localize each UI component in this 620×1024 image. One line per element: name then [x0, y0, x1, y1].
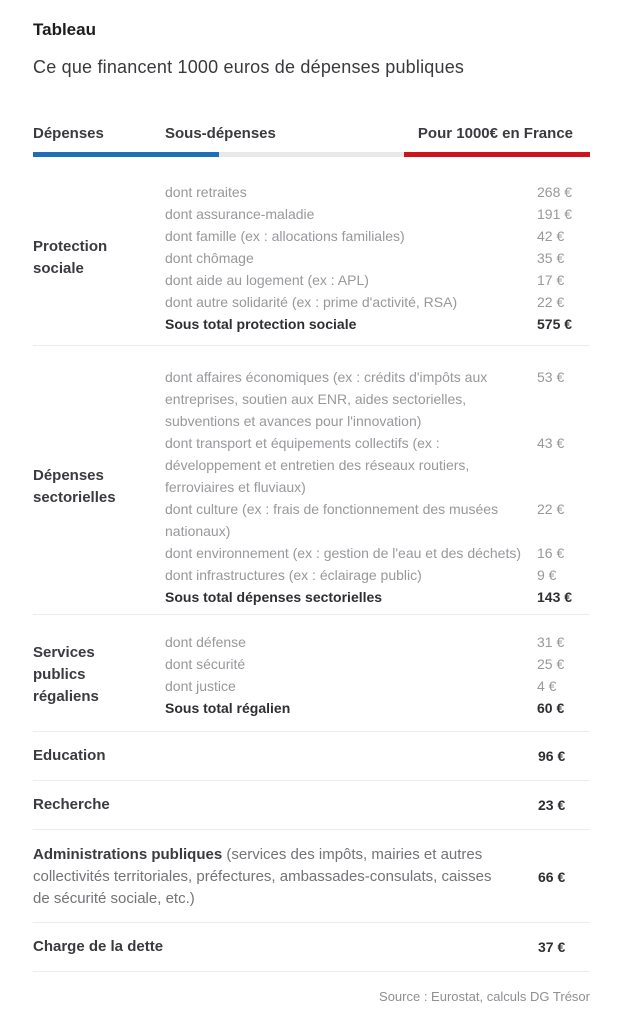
table-row [165, 366, 590, 432]
section-charge-de-la-dette [33, 923, 590, 972]
row-label: dont aide au logement (ex : APL) [165, 272, 369, 288]
row-value: 43 € [537, 435, 565, 451]
subtotal-label: Sous total dépenses sectorielles [165, 589, 383, 605]
table-row [165, 181, 590, 203]
row-value: 42 € [537, 228, 565, 244]
row-label: dont autre solidarité (ex : prime d'activité, RSA) [165, 294, 458, 310]
subtotal-value: 60 € [537, 700, 565, 716]
section-protection-sociale [33, 157, 590, 346]
subtotal-label: Sous total protection sociale [165, 316, 357, 332]
section-administrations-publiques [33, 830, 590, 923]
table-row [165, 291, 590, 313]
row-label: dont assurance-maladie [165, 206, 315, 222]
table-row [165, 675, 590, 697]
category-label: Charge de la dette [33, 938, 164, 955]
row-label: dont chômage [165, 250, 254, 266]
row-value: 23 € [538, 797, 566, 813]
row-value: 37 € [538, 939, 566, 955]
page-title: Tableau [33, 20, 96, 39]
category-label [33, 844, 503, 910]
column-header-depenses: Dépenses [33, 125, 104, 142]
table-row [165, 498, 590, 542]
subtotal-row [165, 697, 590, 719]
table-row [165, 247, 590, 269]
table-row [165, 564, 590, 586]
row-label: dont culture (ex : frais de fonctionnement des musées nationaux) [165, 501, 499, 539]
subtotal-row [165, 586, 590, 608]
row-value: 25 € [537, 656, 565, 672]
category-label: Services publics régaliens [33, 644, 99, 705]
table-row [165, 542, 590, 564]
table-row [165, 631, 590, 653]
row-value: 17 € [537, 272, 565, 288]
row-label: dont retraites [165, 184, 247, 200]
row-value: 53 € [537, 369, 565, 385]
category-label: Education [33, 747, 106, 764]
row-label: dont justice [165, 678, 236, 694]
category-label: Dépenses sectorielles [33, 467, 116, 506]
section-services-publics-regaliens [33, 615, 590, 732]
section-recherche [33, 781, 590, 830]
row-value: 31 € [537, 634, 565, 650]
row-label: dont transport et équipements collectifs (ex : développement et entretien des réseaux routiers, ferroviaires et fluviaux) [165, 435, 470, 495]
subrows [165, 181, 590, 335]
column-header-sous-depenses: Sous-dépenses [165, 125, 276, 142]
subtotal-value: 143 € [537, 589, 573, 605]
source-caption: Source : Eurostat, calculs DG Trésor [379, 989, 590, 1004]
table-row [165, 269, 590, 291]
subtotal-label: Sous total régalien [165, 700, 291, 716]
row-value: 96 € [538, 748, 566, 764]
row-value: 191 € [537, 206, 573, 222]
row-label: dont défense [165, 634, 246, 650]
category-label-detail: (services des impôts, mairies et autres collectivités territoriales, préfectures, ambassades-consulats, caisses de sécurité sociale, etc.) [33, 846, 492, 907]
subrows [165, 366, 590, 608]
category-label: Protection sociale [33, 238, 108, 277]
table-row [165, 432, 590, 498]
row-label: dont infrastructures (ex : éclairage public) [165, 567, 422, 583]
row-value: 268 € [537, 184, 573, 200]
table-row [165, 203, 590, 225]
row-value: 22 € [537, 501, 565, 517]
bar-blue-segment [33, 152, 219, 157]
table-row [165, 225, 590, 247]
row-value: 16 € [537, 545, 565, 561]
row-value: 66 € [538, 869, 566, 885]
row-value: 22 € [537, 294, 565, 310]
tricolor-bar [33, 152, 590, 157]
table-row [165, 653, 590, 675]
column-header-valeur: Pour 1000€ en France [417, 125, 573, 142]
table-header-row [33, 124, 590, 144]
section-depenses-sectorielles [33, 346, 590, 615]
section-education [33, 732, 590, 781]
row-value: 9 € [537, 567, 557, 583]
row-label: dont famille (ex : allocations familiales) [165, 228, 405, 244]
category-label-lead: Administrations publiques [33, 846, 223, 863]
category-label: Recherche [33, 796, 110, 813]
row-label: dont sécurité [165, 656, 246, 672]
bar-gray-segment [219, 152, 405, 157]
row-label: dont environnement (ex : gestion de l'eau et des déchets) [165, 545, 522, 561]
subtotal-row [165, 313, 590, 335]
row-value: 35 € [537, 250, 565, 266]
row-label: dont affaires économiques (ex : crédits d'impôts aux entreprises, soutien aux ENR, aides sectorielles, subventions et avances pour l'innovation) [165, 369, 488, 429]
subtotal-value: 575 € [537, 316, 573, 332]
page-subtitle: Ce que financent 1000 euros de dépenses publiques [33, 57, 465, 77]
row-value: 4 € [537, 678, 557, 694]
subrows [165, 631, 590, 719]
bar-red-segment [404, 152, 590, 157]
